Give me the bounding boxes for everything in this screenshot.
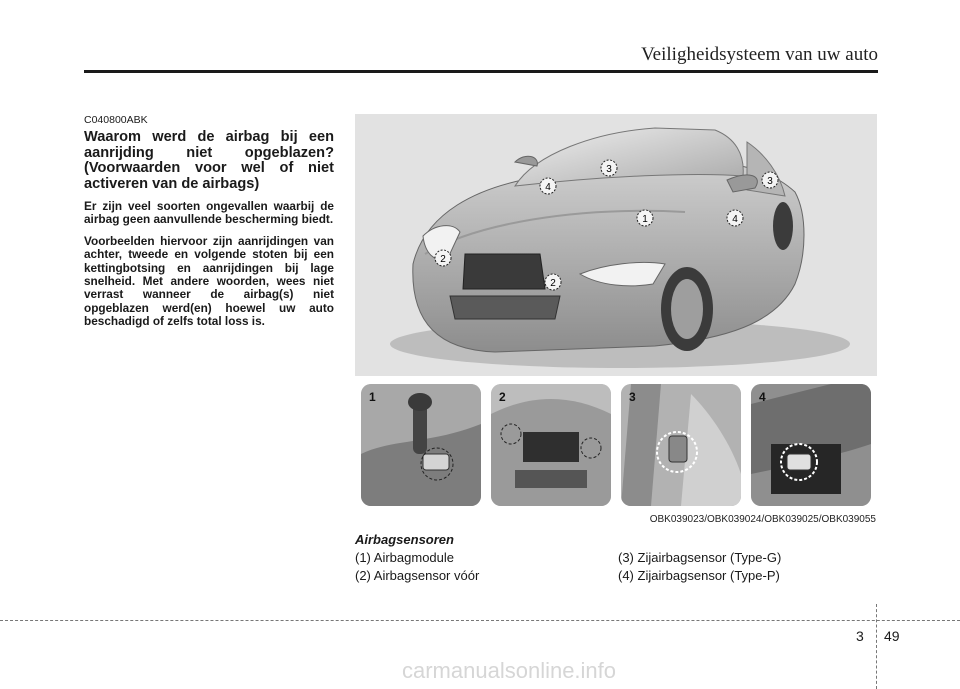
- marker-2-left: [435, 250, 451, 266]
- header-title: Veiligheidsysteem van uw auto: [641, 44, 878, 65]
- footer-divider: [876, 604, 877, 689]
- paragraph-1: Er zijn veel soorten ongevallen waarbij de airbag geen aanvullende bescherming biedt.: [84, 199, 334, 227]
- watermark: carmanualsonline.info: [402, 658, 617, 683]
- caption-item-3: (3) Zijairbagsensor (Type-G): [618, 550, 782, 565]
- thumbnail-3-badge: 3: [629, 390, 636, 404]
- section-code: C040800ABK: [84, 114, 148, 126]
- page-number: 49: [884, 628, 900, 644]
- caption-title: Airbagsensoren: [355, 532, 454, 547]
- marker-3-roof: [601, 160, 617, 176]
- car-drawing: [355, 114, 877, 376]
- thumbnail-4-badge: 4: [759, 390, 766, 404]
- marker-3-roof-label: 3: [606, 164, 612, 175]
- caption-item-1: (1) Airbagmodule: [355, 550, 454, 565]
- marker-3-side: [762, 172, 778, 188]
- thumbnail-2-badge: 2: [499, 390, 506, 404]
- marker-1-hood: [637, 210, 653, 226]
- figure-reference: OBK039023/OBK039024/OBK039025/OBK039055: [649, 514, 876, 525]
- marker-1-hood-label: 1: [642, 214, 648, 225]
- marker-4-left-label: 4: [545, 182, 551, 193]
- marker-4-left: [540, 178, 556, 194]
- thumbnail-4-door: [751, 384, 871, 506]
- thumbnail-1-steering: [361, 384, 481, 506]
- thumbnail-3-pillar: [621, 384, 741, 506]
- header-rule: [84, 70, 878, 73]
- marker-4-right: [727, 210, 743, 226]
- marker-2-right-label: 2: [550, 278, 556, 289]
- car-illustration: [355, 114, 877, 376]
- footer-rule: [0, 620, 960, 621]
- caption-item-4: (4) Zijairbagsensor (Type-P): [618, 568, 780, 583]
- marker-2-left-label: 2: [440, 254, 446, 265]
- thumbnail-1-badge: 1: [369, 390, 376, 404]
- section-heading: Waarom werd de airbag bij een aanrijding niet opgeblazen? (Voorwaarden voor wel of niet activeren van de airbags): [84, 129, 334, 192]
- caption-item-2: (2) Airbagsensor vóór: [355, 568, 480, 583]
- chapter-number: 3: [856, 628, 864, 644]
- text-column: [84, 114, 334, 337]
- marker-3-side-label: 3: [767, 176, 773, 187]
- thumbnail-2-front: [491, 384, 611, 506]
- marker-2-right: [545, 274, 561, 290]
- marker-4-right-label: 4: [732, 214, 738, 225]
- paragraph-2: Voorbeelden hiervoor zijn aanrijdingen van achter, tweede en volgende stoten bij een kettingbotsing en aanrijdingen bij lage snelheid. Met andere woorden, wees niet verrast wanneer de airbag(s) niet opgeblazen werd(en) hoewel uw auto beschadigd of zelfs total loss is.: [84, 233, 334, 329]
